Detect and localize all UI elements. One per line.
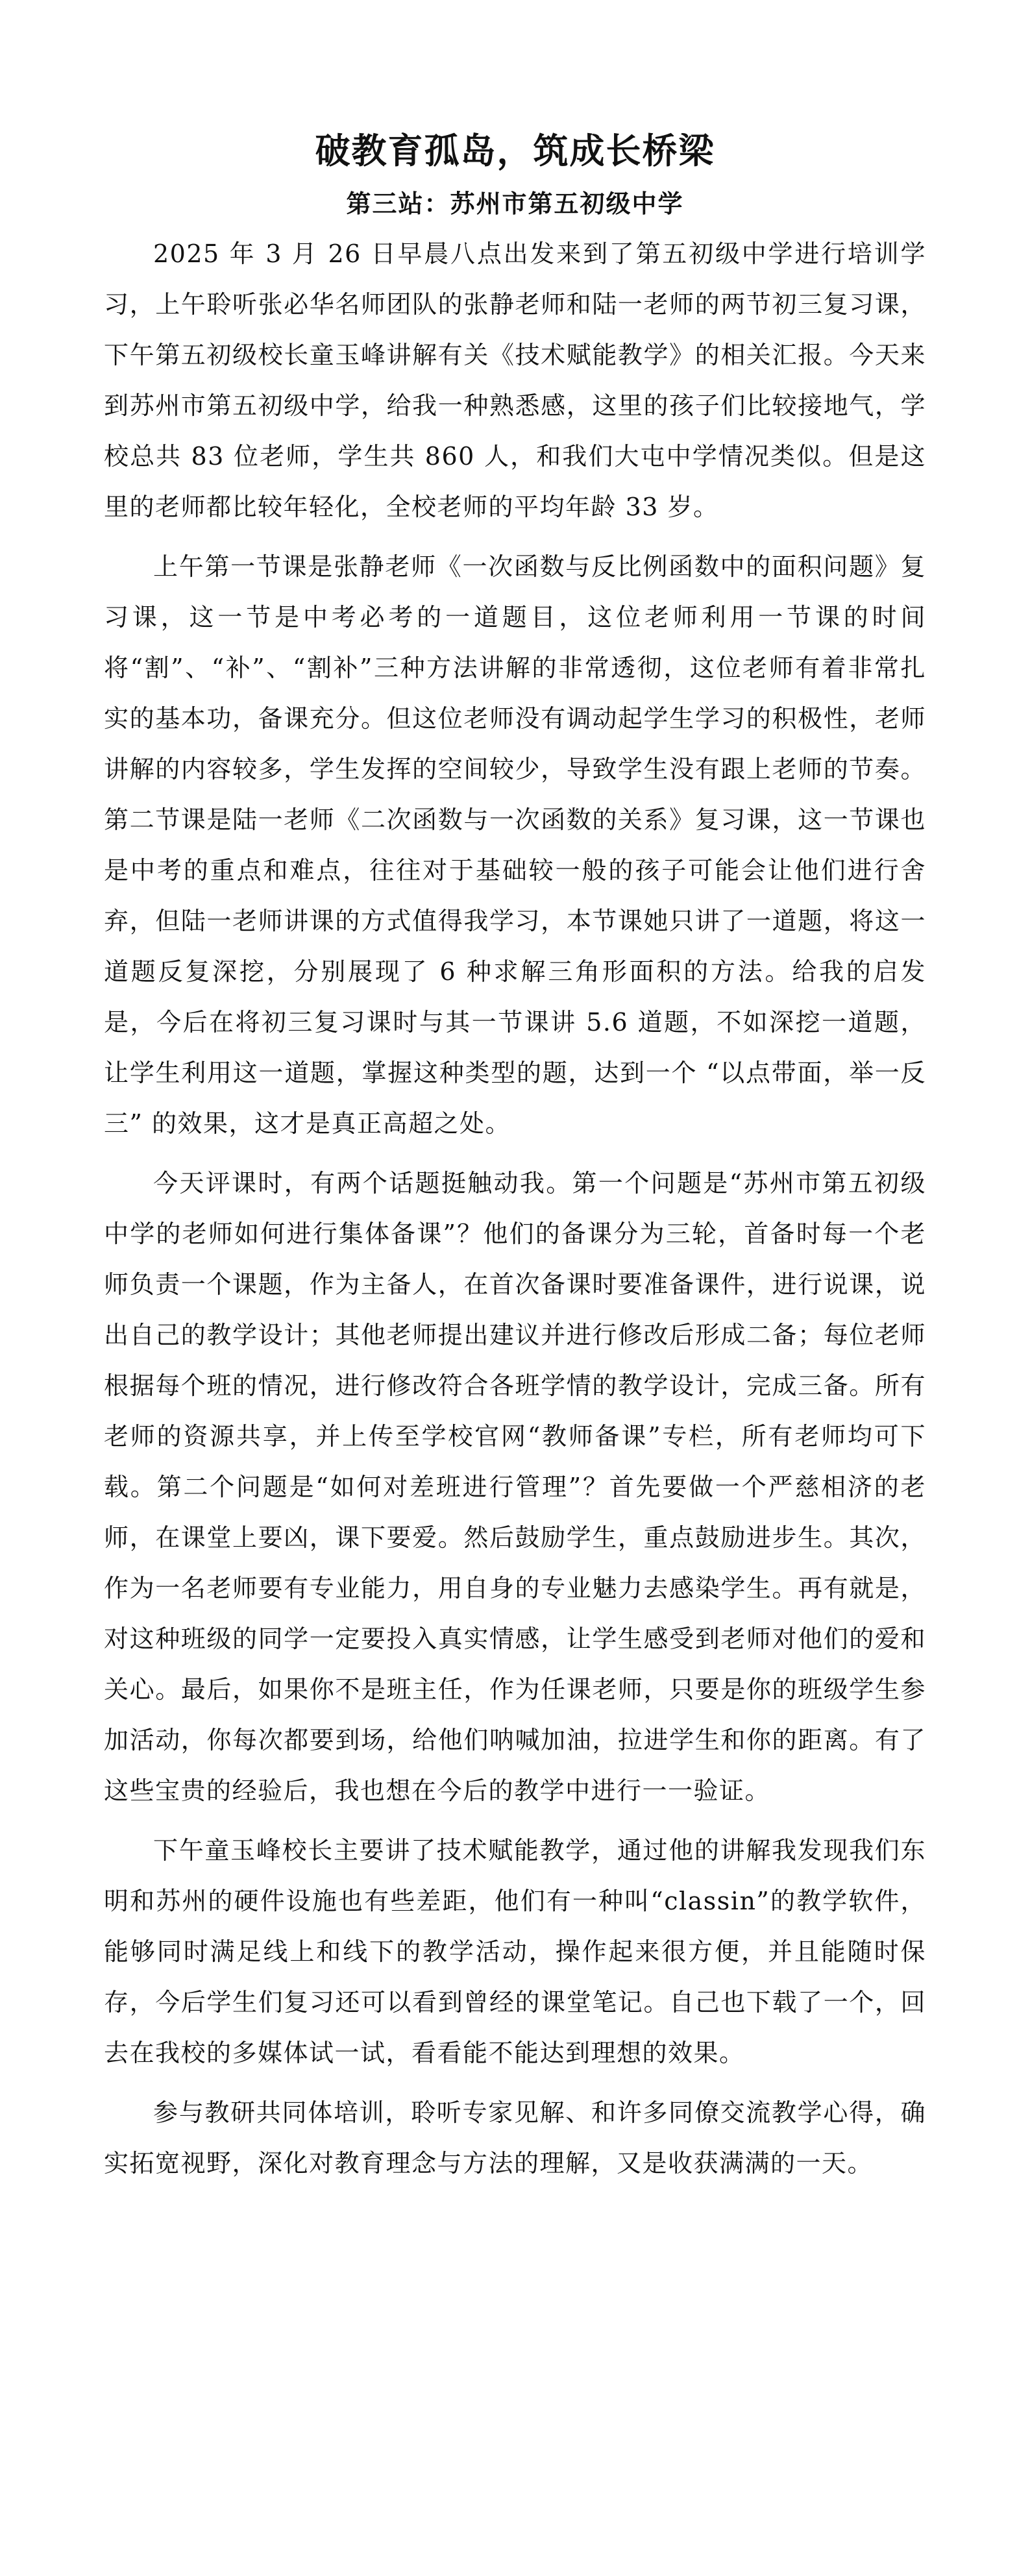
paragraph-intro: 2025 年 3 月 26 日早晨八点出发来到了第五初级中学进行培训学习，上午聆听张必华名师团队的张静老师和陆一老师的两节初三复习课，下午第五初级校长童玉峰讲解有关《技术赋能教学》的相关汇报。今天来到苏州市第五初级中学，给我一种熟悉感，这里的孩子们比较接地气，学校总共 83 位老师，学生共 860 人，和我们大屯中学情况类似。但是这里的老师都比较年轻化，全校老师的平均年龄 33 岁。	[104, 239, 926, 522]
paragraph-lesson-review: 今天评课时，有两个话题挺触动我。第一个问题是“苏州市第五初级中学的老师如何进行集体备课”？他们的备课分为三轮，首备时每一个老师负责一个课题，作为主备人，在首次备课时要准备课件，进行说课，说出自己的教学设计；其他老师提出建议并进行修改后形成二备；每位老师根据每个班的情况，进行修改符合各班学情的教学设计，完成三备。所有老师的资源共享，并上传至学校官网“教师备课”专栏，所有老师均可下载。第二个问题是“如何对差班进行管理”？首先要做一个严慈相济的老师，在课堂上要凶，课下要爱。然后鼓励学生，重点鼓励进步生。其次，作为一名老师要有专业能力，用自身的专业魅力去感染学生。再有就是，对这种班级的同学一定要投入真实情感，让学生感受到老师对他们的爱和关心。最后，如果你不是班主任，作为任课老师，只要是你的班级学生参加活动，你每次都要到场，给他们呐喊加油，拉进学生和你的距离。有了这些宝贵的经验后，我也想在今后的教学中进行一一验证。	[104, 1169, 926, 1806]
paragraph-conclusion: 参与教研共同体培训，聆听专家见解、和许多同僚交流教学心得，确实拓宽视野，深化对教育理念与方法的理解，又是收获满满的一天。	[104, 2098, 926, 2178]
article-subtitle: 第三站：苏州市第五初级中学	[346, 188, 684, 218]
paragraph-afternoon-talk: 下午童玉峰校长主要讲了技术赋能教学，通过他的讲解我发现我们东明和苏州的硬件设施也有些差距，他们有一种叫“classin”的教学软件，能够同时满足线上和线下的教学活动，操作起来很方便，并且能随时保存，今后学生们复习还可以看到曾经的课堂笔记。自己也下载了一个，回去在我校的多媒体试一试，看看能不能达到理想的效果。	[104, 1836, 926, 2068]
paragraph-morning-lessons: 上午第一节课是张静老师《一次函数与反比例函数中的面积问题》复习课，这一节是中考必考的一道题目，这位老师利用一节课的时间将“割”、“补”、“割补”三种方法讲解的非常透彻，这位老师有着非常扎实的基本功，备课充分。但这位老师没有调动起学生学习的积极性，老师讲解的内容较多，学生发挥的空间较少，导致学生没有跟上老师的节奏。第二节课是陆一老师《二次函数与一次函数的关系》复习课，这一节课也是中考的重点和难点，往往对于基础较一般的孩子可能会让他们进行舍弃，但陆一老师讲课的方式值得我学习，本节课她只讲了一道题，将这一道题反复深挖，分别展现了 6 种求解三角形面积的方法。给我的启发是，今后在将初三复习课时与其一节课讲 5.6 道题，不如深挖一道题，让学生利用这一道题，掌握这种类型的题，达到一个 “以点带面，举一反三” 的效果，这才是真正高超之处。	[104, 552, 926, 1138]
article-title: 破教育孤岛，筑成长桥梁	[315, 130, 715, 171]
